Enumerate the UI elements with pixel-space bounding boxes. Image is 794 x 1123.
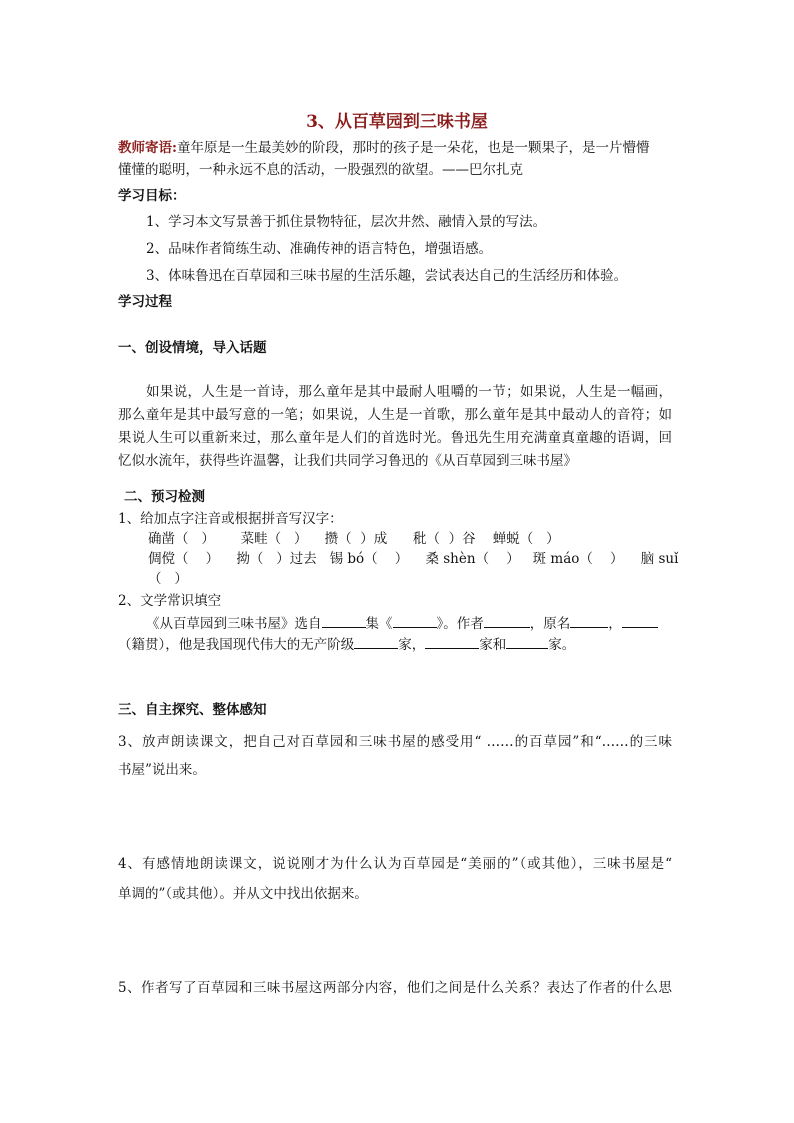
blank-role-1[interactable] [354,637,398,649]
q3-line1: 3、放声朗读课文，把自己对百草园和三味书屋的感受用“ ……的百草园”和“……的三味 [118,734,672,750]
q4-line2: 单调的”（或其他）。并从文中找出依据来。 [118,886,368,902]
q2-text-i: 家。 [548,637,576,653]
q2-text-a: 《从百草园到三味书屋》选自 [146,616,322,632]
motto-line1 [118,142,649,156]
q2-text-c: 》。作者 [436,616,484,632]
q2-text-d: ，原名 [529,616,571,632]
section1-line3: 果说人生可以重新来过，那么童年是人们的首选时光。鲁迅先生用充满童真童趣的语调，回 [118,430,672,446]
section1-line1: 如果说，人生是一首诗，那么童年是其中最耐人咀嚼的一节；如果说，人生是一幅画， [146,384,672,400]
goals-heading: 学习目标： [118,188,186,204]
process-heading: 学习过程 [118,294,172,310]
q1-row1: 确凿（ ） 菜畦（ ） 攒（ ）成 秕（ ）谷 蝉蜕（ ） [148,531,560,547]
section1-line2: 那么童年是其中最写意的一笔；如果说，人生是一首歌，那么童年是其中最动人的音符；如 [118,407,672,423]
goal-item-3: 3、体味鲁迅在百草园和三味书屋的生活乐趣，尝试表达自己的生活经历和体验。 [146,268,628,284]
blank-role-2[interactable] [425,637,479,649]
q3-line2: 书屋”说出来。 [118,762,206,778]
blank-author[interactable] [484,616,530,628]
section1-heading: 一、创设情境，导入话题 [118,340,267,356]
blank-hometown[interactable] [622,616,658,628]
blank-book[interactable] [393,616,437,628]
q1-row2: 倜傥（ ） 拗（ ）过去 锡 bó（ ） 桑 shèn（ ） 斑 máo（ ） 脑 suǐ [148,551,679,567]
q2-line2 [118,637,575,653]
q2-text-b: 集《 [365,616,393,632]
q1-prompt: 1、给加点字注音或根据拼音写汉字： [118,511,343,527]
blank-role-3[interactable] [506,637,548,649]
section3-heading: 三、自主探究、整体感知 [118,702,267,718]
q2-text-h: 家和 [479,637,507,653]
section2-heading: 二、预习检测 [124,489,205,505]
blank-collection[interactable] [322,616,366,628]
page-title: 3、从百草园到三味书屋 [306,112,488,132]
q2-text-f: （籍贯），他是我国现代伟大的无产阶级 [118,637,355,653]
motto-label: 教师寄语: [118,140,177,156]
q1-row3: （ ） [148,571,188,587]
motto-text-1: 童年原是一生最美妙的阶段，那时的孩子是一朵花，也是一颗果子，是一片懵懵 [176,140,650,156]
goal-item-1: 1、学习本文写景善于抓住景物特征，层次井然、融情入景的写法。 [146,214,547,230]
q4-line1: 4、有感情地朗读课文，说说刚才为什么认为百草园是“美丽的”（或其他），三味书屋是“ [118,856,672,872]
q2-prompt: 2、文学常识填空 [118,593,222,609]
q5-line1: 5、作者写了百草园和三味书屋这两部分内容，他们之间是什么关系？表达了作者的什么思 [118,980,672,996]
section1-line4: 忆似水流年，获得些许温馨，让我们共同学习鲁迅的《从百草园到三味书屋》 [118,453,577,469]
blank-original-name[interactable] [570,616,608,628]
q2-text-e: ， [608,616,622,632]
goal-item-2: 2、品味作者简练生动、准确传神的语言特色，增强语感。 [146,241,493,257]
q2-text-g: 家， [398,637,426,653]
motto-line2: 懂懂的聪明，一种永远不息的活动，一股强烈的欲望。——巴尔扎克 [118,162,523,178]
q2-line1 [146,616,658,632]
